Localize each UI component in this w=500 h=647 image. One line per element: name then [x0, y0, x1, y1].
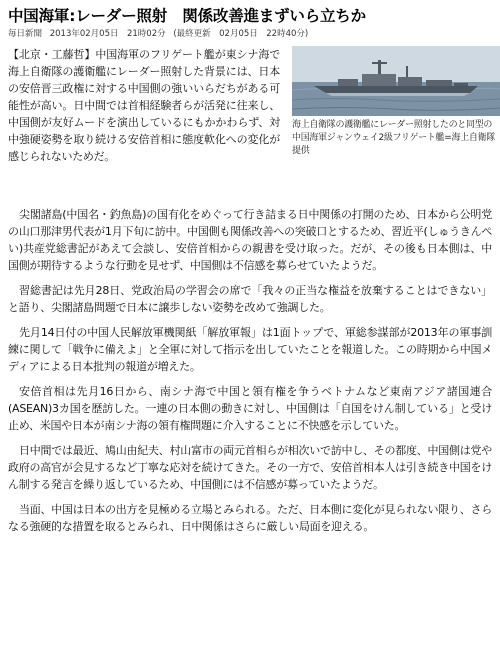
byline-source: 毎日新聞: [8, 29, 43, 39]
byline-published: 2013年02月05日 21時02分: [49, 29, 166, 39]
frigate-image: [292, 46, 500, 116]
article-paragraph: 当面、中国は日本の出方を見極める立場とみられる。ただ、日本側に変化が見られない限り、さらなる強硬的な措置を取るとみられ、日中関係はさらに厳しい局面を迎える。: [8, 503, 492, 533]
article-paragraph: 安倍首相は先月16日から、南シナ海で中国と領有権を争うベトナムなど東南アジア諸国連合(ASEAN)3カ国を歴訪した。一連の日本側の動きに対し、中国側は「自国をけん制している」と受け止め、米国や日本が南シナ海の領有権問題に介入することに不快感を示していた。: [8, 385, 492, 432]
article-headline: 中国海軍:レーダー照射 関係改善進まずいら立ちか: [8, 7, 366, 25]
article-paragraph: 先月14日付の中国人民解放軍機関紙「解放軍報」は1面トップで、軍総参謀部が2013年の軍事訓練に関して「戦争に備えよ」と全軍に対して指示を出していたことを報道した。この時期から中国メディアによる日本批判の報道が増えた。: [8, 326, 492, 373]
figure-caption: 海上自衛隊の護衛艦にレーダー照射したのと同型の中国海軍ジャンウェイ2級フリゲート艦=海上自衛隊提供: [292, 120, 495, 156]
article-paragraph: 習総書記は先月28日、党政治局の学習会の席で「我々の正当な権益を放棄することはできない」と語り、尖閣諸島問題で日本に譲歩しない姿勢を改めて強調した。: [8, 284, 492, 314]
article-byline: [8, 28, 492, 40]
frigate-photo: [292, 46, 500, 116]
article-paragraph: 尖閣諸島(中国名・釣魚島)の国有化をめぐって行き詰まる日中関係の打開のため、日本から公明党の山口那津男代表が1月下旬に訪中。中国側も関係改善への突破口とするため、習近平(しゅうきんぺい)共産党総書記があえて会談し、安倍首相からの親書を受け取った。だが、その後も日本側は、中国側が期待するような行動を見せず、中国側は不信感を募らせていたようだ。: [8, 208, 492, 272]
byline-updated: (最終更新 02月05日 22時40分): [173, 29, 309, 39]
article-lead: 【北京・工藤哲】中国海軍のフリゲート艦が東シナ海で海上自衛隊の護衛艦にレーダー照射した背景には、日本の安倍晋三政権に対する中国側の強いいらだちがある可能性が高い。日中間では首相経験者らが活発に往来し、中国側が友好ムードを演出しているにもかかわらず、対中強硬姿勢を取り続ける安倍首相に態度軟化への変化が感じられないためだ。: [8, 48, 280, 163]
article-figure: [292, 46, 500, 158]
article-paragraph: 日中間では最近、鳩山由紀夫、村山富市の両元首相らが相次いで訪中し、その都度、中国側は党や政府の高官が会見するなど丁寧な応対を続けてきた。その一方で、安倍首相本人は引き続き中国をけん制する発言を繰り返しているため、中国側には不信感が募っていたようだ。: [8, 444, 492, 491]
lead-block: [8, 46, 495, 196]
